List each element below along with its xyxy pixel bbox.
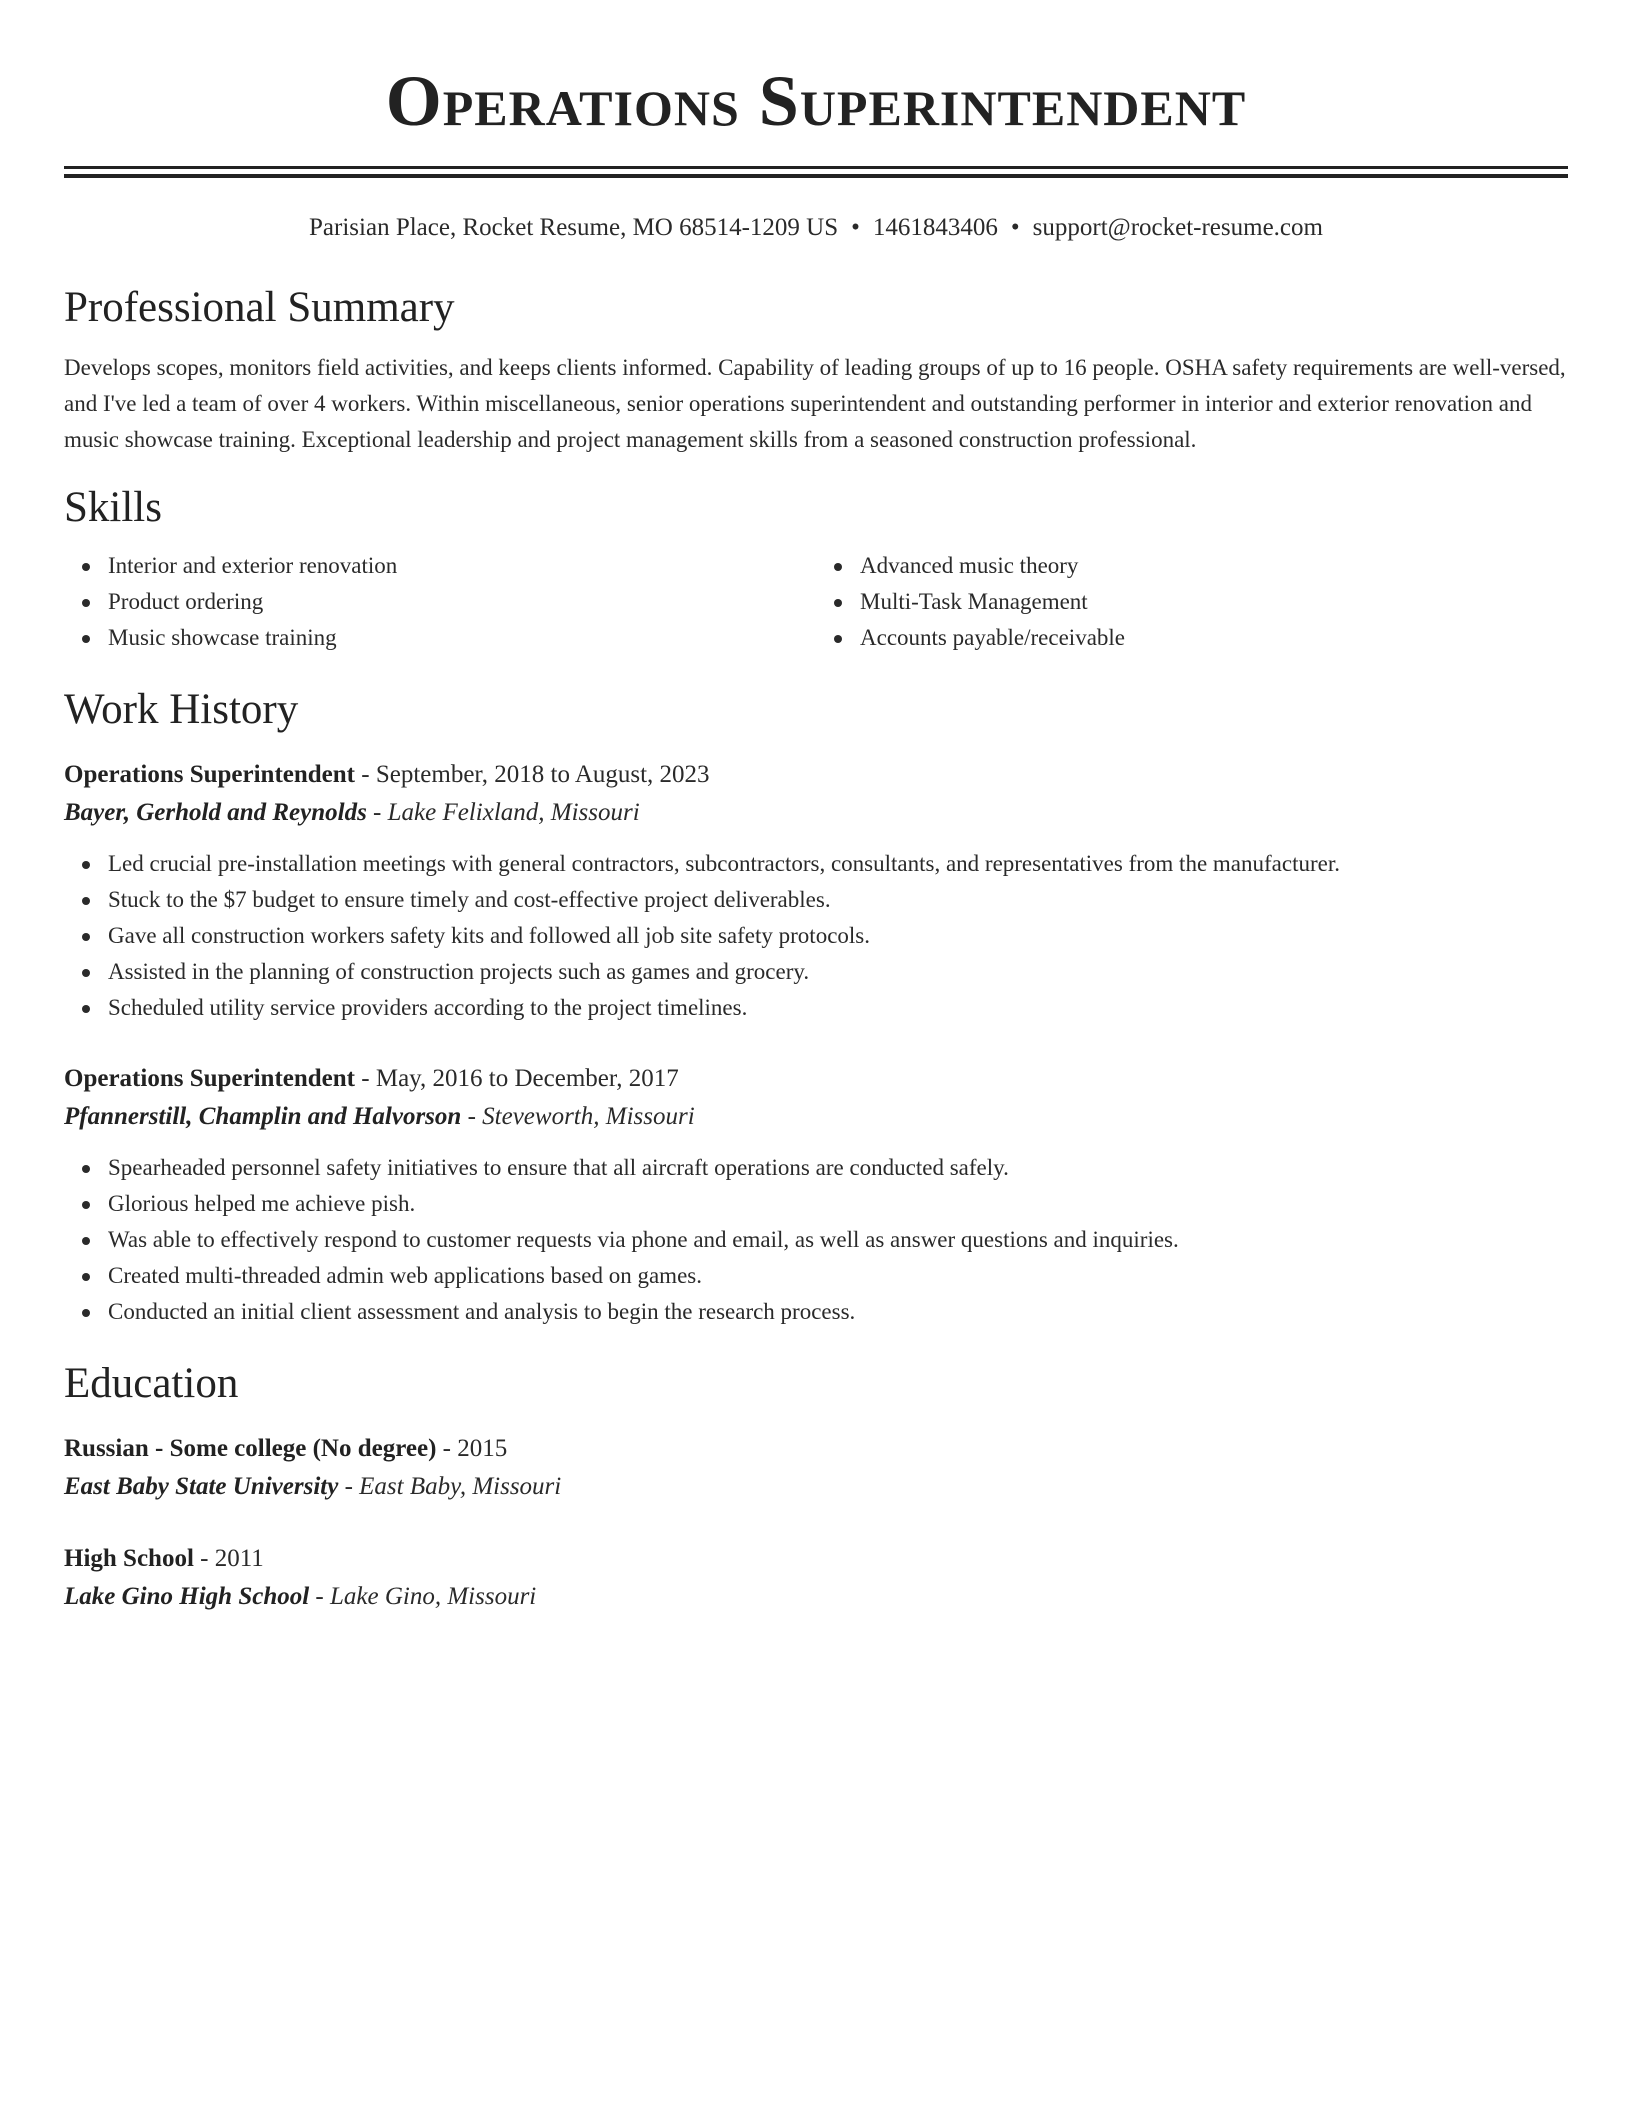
job-bullet: Spearheaded personnel safety initiatives to ensure that all aircraft operations are conducted safely.	[64, 1150, 1568, 1186]
skill-item: Product ordering	[64, 584, 816, 620]
education-header	[64, 1540, 1568, 1578]
job-bullet: Assisted in the planning of construction projects such as games and grocery.	[64, 954, 1568, 990]
job-bullet: Glorious helped me achieve pish.	[64, 1186, 1568, 1222]
job-location: - Lake Felixland, Missouri	[366, 799, 640, 826]
education-location: - Lake Gino, Missouri	[309, 1583, 537, 1610]
education-degree: Russian - Some college (No degree)	[64, 1435, 437, 1462]
summary-heading: Professional Summary	[64, 284, 455, 331]
education-school-line	[64, 1578, 1568, 1616]
education-year: - 2015	[436, 1435, 508, 1462]
summary-text: Develops scopes, monitors field activities, and keeps clients informed. Capability of leading groups of up to 16 people. OSHA safety requirements are well-versed, and I've led a team of over 4 workers. Within miscellaneous, senior operations superintendent and outstanding performer in interior and exterior renovation and music showcase training. Exceptional leadership and project management skills from a seasoned construction professional.	[64, 355, 1566, 452]
job-role: Operations Superintendent	[64, 761, 356, 788]
contact-phone: 1461843406	[872, 214, 998, 241]
skills-heading: Skills	[64, 484, 162, 531]
job-dates: - May, 2016 to December, 2017	[355, 1065, 679, 1092]
education-year: - 2011	[193, 1545, 264, 1572]
job-header	[64, 1060, 1568, 1098]
resume-name: Operations Superintendent	[385, 61, 1247, 141]
job-bullets	[64, 1150, 1568, 1330]
contact-separator: •	[851, 214, 860, 241]
job-dates: - September, 2018 to August, 2023	[355, 761, 710, 788]
job-bullet: Stuck to the $7 budget to ensure timely and cost-effective project deliverables.	[64, 882, 1568, 918]
job-company: Bayer, Gerhold and Reynolds	[64, 799, 367, 826]
skills-list	[64, 548, 1568, 656]
education-entry	[64, 1540, 1568, 1616]
job-header	[64, 756, 1568, 794]
job-location: - Steveworth, Missouri	[461, 1103, 695, 1130]
skill-item: Music showcase training	[64, 620, 816, 656]
skill-item: Multi-Task Management	[816, 584, 1568, 620]
job-entry	[64, 756, 1568, 1026]
job-bullet: Conducted an initial client assessment and analysis to begin the research process.	[64, 1294, 1568, 1330]
job-bullet: Scheduled utility service providers according to the project timelines.	[64, 990, 1568, 1026]
education-location: - East Baby, Missouri	[338, 1473, 562, 1500]
job-bullet: Led crucial pre-installation meetings with general contractors, subcontractors, consultants, and representatives from the manufacturer.	[64, 846, 1568, 882]
job-company-line	[64, 794, 1568, 832]
contact-separator: •	[1010, 214, 1020, 241]
header-double-rule	[64, 166, 1568, 178]
education-heading: Education	[64, 1360, 239, 1407]
job-company-line	[64, 1098, 1568, 1136]
skills-column-right	[816, 548, 1568, 656]
education-school: Lake Gino High School	[64, 1583, 310, 1610]
contact-email[interactable]: support@rocket-resume.com	[1032, 214, 1323, 241]
contact-address: Parisian Place, Rocket Resume, MO 68514-1209 US	[309, 214, 839, 241]
education-school-line	[64, 1468, 1568, 1506]
job-company: Pfannerstill, Champlin and Halvorson	[64, 1103, 462, 1130]
skill-item: Interior and exterior renovation	[64, 548, 816, 584]
job-bullets	[64, 846, 1568, 1026]
job-role: Operations Superintendent	[64, 1065, 356, 1092]
skills-column-left	[64, 548, 816, 656]
job-bullet: Gave all construction workers safety kits and followed all job site safety protocols.	[64, 918, 1568, 954]
job-bullet: Was able to effectively respond to customer requests via phone and email, as well as answer questions and inquiries.	[64, 1222, 1568, 1258]
skill-item: Accounts payable/receivable	[816, 620, 1568, 656]
contact-line	[64, 212, 1568, 244]
education-entry	[64, 1430, 1568, 1506]
skill-item: Advanced music theory	[816, 548, 1568, 584]
education-degree: High School	[64, 1545, 194, 1572]
education-school: East Baby State University	[64, 1473, 339, 1500]
job-bullet: Created multi-threaded admin web applications based on games.	[64, 1258, 1568, 1294]
education-header	[64, 1430, 1568, 1468]
work-history-heading: Work History	[64, 686, 299, 733]
job-entry	[64, 1060, 1568, 1330]
